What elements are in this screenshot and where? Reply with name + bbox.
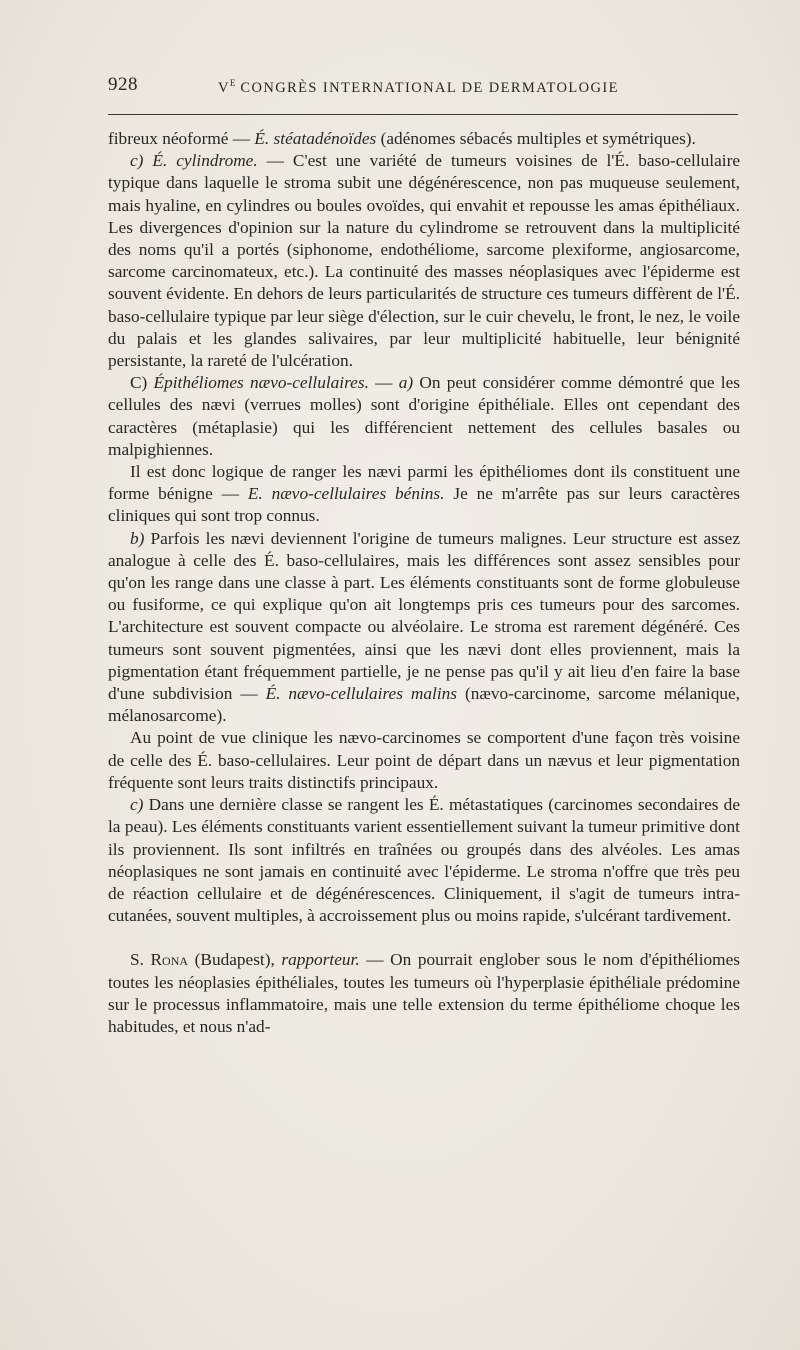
italic-text: a) bbox=[398, 373, 414, 393]
italic-text: Épithéliomes nævo-cellulaires. bbox=[153, 373, 369, 393]
text-segment: Dans une dernière classe se rangent les É. métastatiques (carcinomes secondaires de la peau). Les éléments constituants varient essentiellement suivant la tumeur primitive dont ils proviennent. Ils sont infiltrés en traînées ou groupés dans des alvéoles. Les amas néoplasiques ne sont jamais en continuité avec l'épiderme. Le stroma n'offre que très peu de réaction cellulaire et de dégénérescences. Cliniquement, il s'agit de tumeurs intra-cutanées, souvent multiples, à accroissement plus ou moins rapide, s'ulcérant tardivement. bbox=[108, 795, 740, 926]
paragraph bbox=[108, 128, 740, 150]
paragraph bbox=[108, 949, 740, 1038]
text-segment: — C'est une variété de tumeurs voisines de l'É. baso-cellulaire typique dans laquelle le stroma subit une dégénérescence, non pas muqueuse seulement, mais hyaline, en cylindres ou boules ovoïdes, qui envahit et repousse les amas épithéliaux. Les divergences d'opinion sur la nature du cylindrome se retrouvent dans la multiplicité des noms qu'il a portés (siphonome, endothéliome, sarcome plexiforme, angiosarcome, sarcome carcinomateux, etc.). La continuité des masses néoplasiques avec l'épiderme est souvent évidente. En dehors de leurs particularités de structure ces tumeurs diffèrent de l'É. baso-cellulaire typique par leur siège d'élection, sur le cuir chevelu, le front, le nez, le voile du palais et les glandes salivaires, par leur multiplicité habituelle, leur bénignité persistante, la rareté de l'ulcération. bbox=[108, 151, 740, 371]
text-segment: Au point de vue clinique les nævo-carcinomes se comportent d'une façon très voisine de celle des É. baso-cellulaires. Leur point de départ dans un nævus et leur pigmentation fréquente sont leurs traits distinctifs principaux. bbox=[108, 728, 740, 792]
paragraph bbox=[108, 150, 740, 372]
italic-text: E. nævo-cellulaires bénins. bbox=[247, 484, 445, 504]
text-segment: fibreux néoformé — bbox=[108, 129, 255, 148]
text-segment: Parfois les nævi deviennent l'origine de tumeurs malignes. Leur structure est assez analogue à celle des É. baso-cellulaires, mais les différences sont assez sensibles pour qu'on les range dans une classe à part. Les éléments constituants sont de forme globuleuse ou fusiforme, ce qui explique qu'on ait longtemps pris ces tumeurs pour des sarcomes. L'architecture est souvent compacte ou alvéolaire. Le stroma est rarement dégénéré. Ces tumeurs sont souvent pigmentées, ainsi que les nævi dont elles proviennent, mais la pigmentation étant fréquemment partielle, je ne pense pas qu'il y ait lieu d'en faire la base d'une subdivision — bbox=[108, 528, 740, 704]
paragraph bbox=[108, 372, 740, 461]
italic-text: b) bbox=[130, 528, 145, 548]
text-segment: (nævo-carcinome, sarcome mélanique, mélanosarcome). bbox=[108, 684, 740, 726]
italic-text: É. nævo-cellulaires malins bbox=[265, 684, 457, 704]
text-segment: Je ne m'arrête pas sur leurs caractères cliniques qui sont trop connus. bbox=[108, 484, 740, 526]
italic-text: rapporteur. bbox=[281, 950, 360, 970]
body-text bbox=[108, 128, 740, 1038]
text-segment: — bbox=[368, 373, 399, 393]
paragraph bbox=[108, 528, 740, 728]
text-segment: — On pourrait englober sous le nom d'épithéliomes toutes les néoplasies épithéliales, toutes les tumeurs où l'hyperplasie épithéliale prédomine sur le processus inflammatoire, mais une telle extension du terme épithéliome choque les habitudes, et nous n'ad- bbox=[108, 950, 740, 1036]
text-segment: (Budapest), bbox=[188, 950, 282, 970]
italic-text: c) bbox=[130, 795, 144, 815]
text-segment: C) bbox=[130, 373, 154, 393]
italic-text: É. stéatadénoïdes bbox=[254, 129, 377, 148]
running-title-prefix: V bbox=[218, 79, 230, 96]
running-title-rest: CONGRÈS INTERNATIONAL DE DERMATOLOGIE bbox=[235, 79, 619, 96]
running-title-sup: E bbox=[229, 78, 236, 88]
page-number: 928 bbox=[108, 74, 138, 95]
paragraph bbox=[108, 727, 740, 794]
page-header bbox=[108, 72, 740, 102]
italic-text: c) É. cylindrome. bbox=[130, 151, 258, 171]
header-rule bbox=[108, 114, 738, 115]
text-segment: On peut considérer comme démontré que les cellules des nævi (verrues molles) sont d'origine épithéliale. Elles ont cependant des caractères (métaplasie) qui les différencient nettement des cellules basales ou malpighiennes. bbox=[108, 373, 740, 459]
paragraph bbox=[108, 794, 740, 927]
text-segment: (adénomes sébacés multiples et symétriques). bbox=[376, 129, 696, 148]
text-segment: S. bbox=[130, 950, 151, 970]
paragraph bbox=[108, 461, 740, 528]
text-segment: Il est donc logique de ranger les nævi parmi les épithéliomes dont ils constituent une forme bénigne — bbox=[108, 462, 740, 504]
author-name: Rona bbox=[150, 950, 189, 970]
running-title bbox=[218, 78, 619, 97]
